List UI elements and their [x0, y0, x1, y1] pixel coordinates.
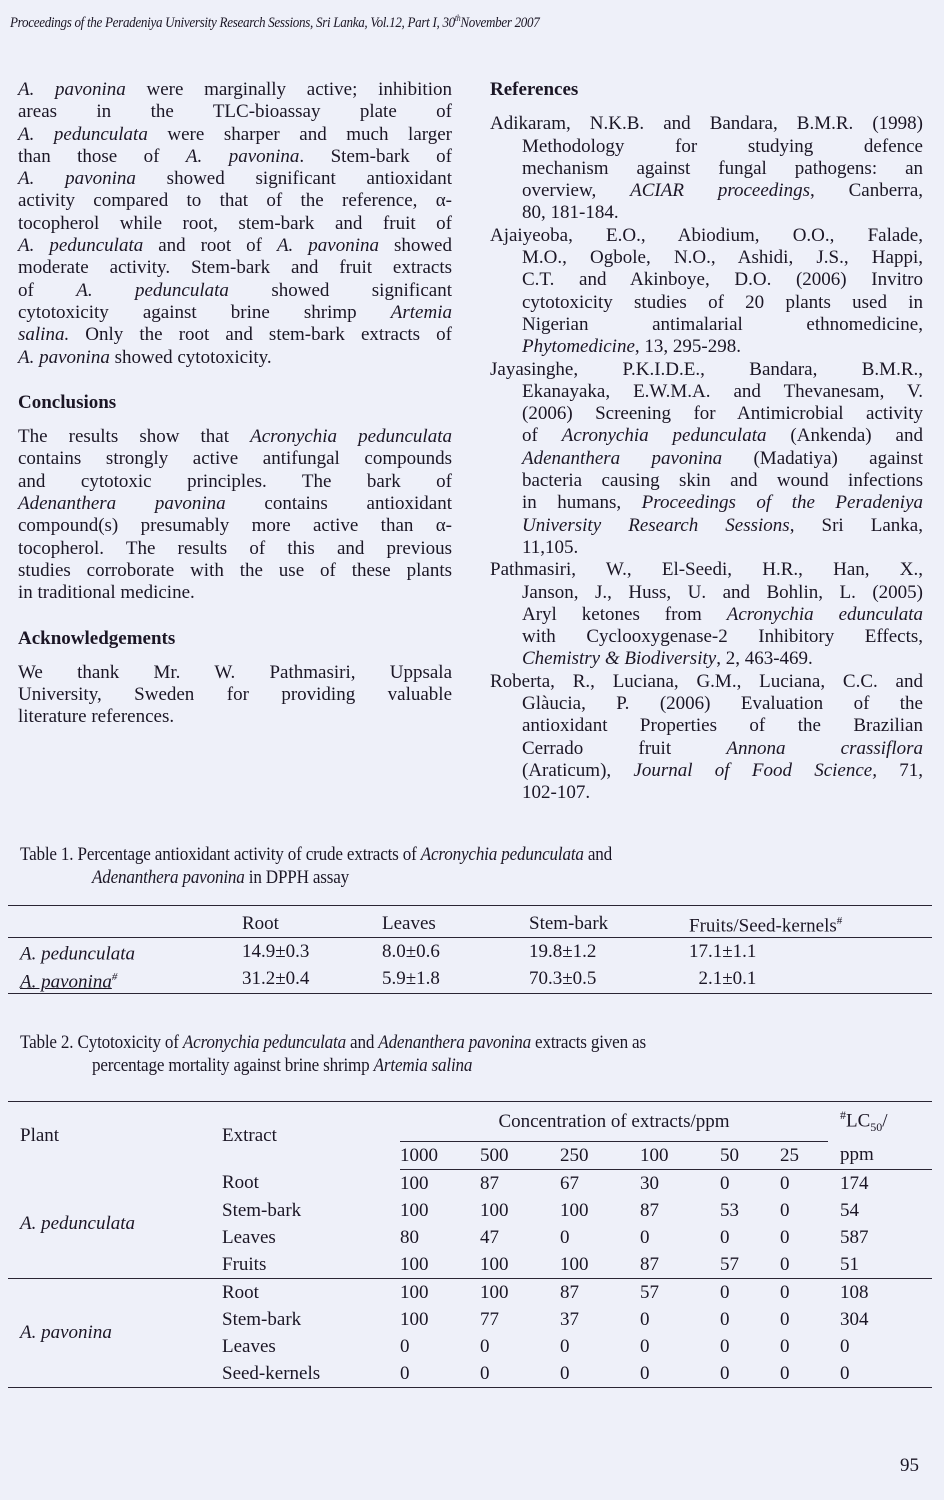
table1-corner	[8, 910, 242, 938]
mortality-value: 0	[480, 1335, 490, 1357]
plant-name: A. pavonina#	[8, 966, 242, 994]
mortality-value: 100	[560, 1199, 589, 1221]
mortality-value: 100	[560, 1251, 640, 1279]
mortality-value: 0	[400, 1360, 480, 1388]
mortality-value: 80	[400, 1226, 419, 1248]
mortality-value: 100	[400, 1172, 429, 1194]
text-line: areas in the TLC-bioassay plate of	[18, 101, 452, 123]
extract-name: Stem-bark	[222, 1199, 302, 1221]
plant-name: A. pavonina	[8, 1278, 222, 1387]
text-line: A. pavonina showed cytotoxicity.	[18, 346, 272, 368]
mortality-value: 67	[560, 1172, 579, 1194]
extract-name: Stem-bark	[222, 1308, 302, 1330]
mortality-value: 100	[400, 1308, 429, 1330]
table1-col-header: Fruits/Seed-kernels#	[689, 910, 932, 938]
conclusions-heading: Conclusions	[18, 391, 117, 413]
mortality-value: 53	[720, 1199, 739, 1221]
table-cell: 5.9±1.8	[382, 966, 529, 994]
mortality-value: 0	[720, 1172, 730, 1194]
table1-col-header: Leaves	[382, 910, 529, 938]
table-row	[8, 1278, 932, 1306]
text-line: than those of A. pavonina. Stem-bark of	[18, 145, 452, 167]
reference-item: Adikaram, N.K.B. and Bandara, B.M.R. (1998) Methodology for studying defence mechanism against fungal pathogens: an overview, ACIAR proceedings, Canberra, 80, 181-184.	[490, 113, 923, 224]
lc50-value: 108	[840, 1281, 869, 1303]
text-line: A. pavonina showed significant antioxidant	[18, 168, 452, 190]
mortality-value: 0	[640, 1226, 650, 1248]
table-cell: 19.8±1.2	[529, 940, 597, 962]
table-cell: 2.1±0.1	[689, 966, 932, 994]
references-heading: References	[490, 79, 579, 100]
text-line: salina. Only the root and stem-bark extracts of	[18, 324, 452, 346]
extract-name: Seed-kernels	[222, 1360, 400, 1388]
mortality-value: 0	[640, 1360, 720, 1388]
text-line: A. pedunculata were sharper and much larger	[18, 123, 452, 145]
mortality-value: 0	[780, 1172, 790, 1194]
lc50-unit: ppm	[828, 1141, 932, 1169]
table-row	[8, 938, 932, 966]
text-line: cytotoxicity against brine shrimp Artemia	[18, 301, 452, 323]
mortality-value: 0	[780, 1335, 790, 1357]
mortality-value: 87	[640, 1199, 659, 1221]
mortality-value: 0	[780, 1360, 828, 1388]
mortality-value: 0	[780, 1199, 790, 1221]
mortality-value: 100	[400, 1281, 429, 1303]
mortality-value: 0	[480, 1360, 560, 1388]
left-column	[18, 79, 452, 729]
table-cell: 17.1±1.1	[689, 940, 757, 962]
plant-column-header: Plant	[8, 1102, 222, 1170]
concentration-value: 1000	[400, 1141, 480, 1169]
concentration-header: Concentration of extracts/ppm	[400, 1102, 828, 1142]
mortality-value: 0	[780, 1226, 790, 1248]
reference-list	[490, 113, 923, 804]
mortality-value: 0	[780, 1308, 790, 1330]
reference-item: Pathmasiri, W., El-Seedi, H.R., Han, X., Janson, J., Huss, U. and Bohlin, L. (2005) Aryl ketones from Acronychia edunculata with Cyclooxygenase-2 Inhibitory Effects, Chemistry & Biodiversity, 2, 463-469.	[490, 559, 923, 670]
concentration-value: 500	[480, 1141, 560, 1169]
table-row	[8, 1169, 932, 1197]
running-header: Proceedings of the Peradeniya University Research Sessions, Sri Lanka, Vol.12, Part I, 30thNovember 2007	[10, 13, 540, 32]
lc50-header: $^{\#}LC_{50}/$	[828, 1102, 932, 1142]
mortality-value: 0	[720, 1281, 730, 1303]
mortality-value: 0	[780, 1281, 790, 1303]
reference-item: Jayasinghe, P.K.I.D.E., Bandara, B.M.R., Ekanayaka, E.W.M.A. and Thevanesam, V. (2006) Screening for Antimicrobial activity of Acronychia pedunculata (Ankenda) and Adenanthera pavonina (Madatiya) against bacteria causing skin and wound infections in humans, Proceedings of the Peradeniya University Research Sessions, Sri Lanka, 11,105.	[490, 358, 924, 558]
mortality-value: 100	[480, 1281, 509, 1303]
mortality-value: 0	[560, 1226, 570, 1248]
concentration-value: 25	[780, 1141, 828, 1169]
mortality-value: 100	[480, 1251, 560, 1279]
plant-name: A. pedunculata	[8, 1169, 222, 1278]
lc50-value: 54	[840, 1199, 859, 1221]
mortality-value: 47	[480, 1226, 499, 1248]
concentration-value: 100	[640, 1141, 720, 1169]
reference-item: Ajaiyeoba, E.O., Abiodium, O.O., Falade, M.O., Ogbole, N.O., Ashidi, J.S., Happi, C.T. and Akinboye, D.O. (2006) Invitro cytotoxicity studies of 20 plants used in Nigerian antimalarial ethnomedicine, Phytomedicine, 13, 295-298.	[490, 224, 923, 358]
mortality-value: 87	[560, 1281, 579, 1303]
lc50-value: 174	[840, 1172, 869, 1194]
text-line: of A. pedunculata showed significant	[18, 279, 452, 301]
lc50-value: 587	[840, 1226, 869, 1248]
acknowledgements-heading: Acknowledgements	[18, 627, 176, 649]
page-number: 95	[900, 1455, 919, 1476]
mortality-value: 57	[640, 1281, 659, 1303]
acknowledgements-paragraph: We thank Mr. W. Pathmasiri, Uppsala University, Sweden for providing valuable literature references.	[18, 661, 452, 728]
table1-col-header: Stem-bark	[529, 910, 689, 938]
text-line: A. pedunculata and root of A. pavonina showed	[18, 235, 452, 257]
mortality-value: 100	[480, 1199, 509, 1221]
mortality-value: 77	[480, 1308, 499, 1330]
extract-name: Leaves	[222, 1226, 276, 1248]
extract-name: Root	[222, 1172, 259, 1194]
mortality-value: 0	[720, 1226, 730, 1248]
plant-name: A. pedunculata	[20, 943, 136, 965]
mortality-value: 57	[720, 1251, 780, 1279]
extract-name: Root	[222, 1281, 259, 1303]
mortality-value: 30	[640, 1172, 659, 1194]
lc50-value: 0	[828, 1360, 932, 1388]
concentration-value: 250	[560, 1141, 640, 1169]
concentration-value: 50	[720, 1141, 780, 1169]
mortality-value: 87	[480, 1172, 499, 1194]
lc50-value: 0	[840, 1335, 850, 1357]
mortality-value: 0	[640, 1308, 650, 1330]
text-line: moderate activity. Stem-bark and fruit extracts	[18, 257, 452, 279]
mortality-value: 37	[560, 1308, 579, 1330]
table-row	[8, 966, 932, 994]
table2	[8, 1101, 932, 1388]
table-cell: 31.2±0.4	[242, 966, 382, 994]
mortality-value: 0	[400, 1335, 410, 1357]
mortality-value: 0	[780, 1251, 828, 1279]
extract-name: Fruits	[222, 1251, 400, 1279]
conclusions-paragraph: The results show that Acronychia pedunculata contains strongly active antifungal compounds and cytotoxic principles. The bark of Adenanthera pavonina contains antioxidant compound(s) presumably more active than α- tocopherol. The results of this and previous studies corroborate with the use of these plants in traditional medicine.	[18, 426, 452, 604]
extract-name: Leaves	[222, 1335, 276, 1357]
table-cell: 14.9±0.3	[242, 940, 310, 962]
text-line: activity compared to that of the reference, α-	[18, 190, 452, 212]
mortality-value: 0	[560, 1335, 570, 1357]
results-continuation	[18, 79, 452, 369]
table-cell: 70.3±0.5	[529, 966, 689, 994]
right-column	[490, 79, 923, 805]
mortality-value: 87	[640, 1251, 720, 1279]
table1-caption: Table 1. Percentage antioxidant activity of crude extracts of Acronychia pedunculata and Adenanthera pavonina in DPPH assay	[20, 844, 613, 888]
mortality-value: 100	[400, 1199, 429, 1221]
mortality-value: 0	[560, 1360, 640, 1388]
mortality-value: 0	[720, 1335, 730, 1357]
table2-caption: Table 2. Cytotoxicity of Acronychia pedunculata and Adenanthera pavonina extracts given as percentage mortality against brine shrimp Artemia salina	[20, 1032, 646, 1076]
extract-column-header: Extract	[222, 1102, 400, 1170]
text-line: tocopherol while root, stem-bark and fruit of	[18, 212, 452, 234]
text-line: A. pavonina were marginally active; inhibition	[18, 79, 452, 100]
table1-col-header: Root	[242, 910, 382, 938]
lc50-value: 304	[840, 1308, 869, 1330]
reference-item: Roberta, R., Luciana, G.M., Luciana, C.C. and Glàucia, P. (2006) Evaluation of the antioxidant Properties of the Brazilian Cerrado fruit Annona crassiflora (Araticum), Journal of Food Science, 71, 102-107.	[490, 670, 924, 804]
mortality-value: 0	[640, 1335, 650, 1357]
table-cell: 8.0±0.6	[382, 940, 440, 962]
mortality-value: 0	[720, 1308, 730, 1330]
lc50-value: 51	[828, 1251, 932, 1279]
mortality-value: 100	[400, 1251, 480, 1279]
mortality-value: 0	[720, 1360, 780, 1388]
table1	[8, 905, 932, 994]
